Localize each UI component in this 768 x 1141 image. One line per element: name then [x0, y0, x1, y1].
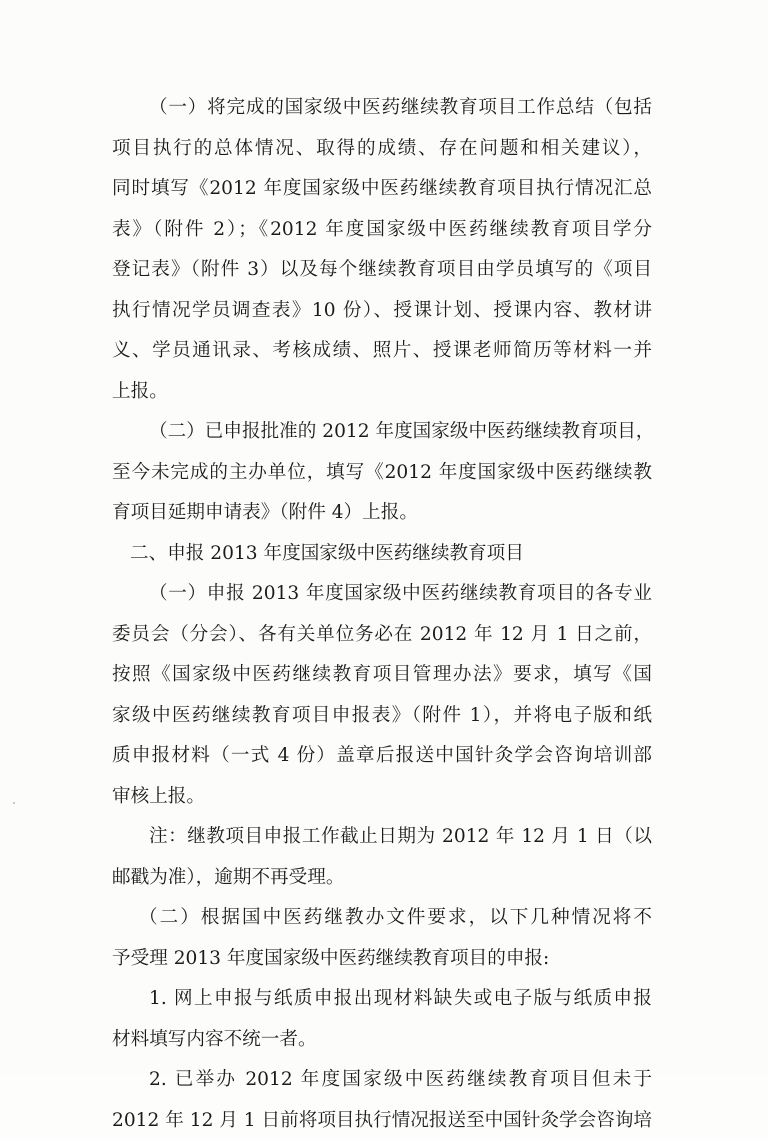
- list-item-line: 1. 网上申报与纸质申报出现材料缺失或电子版与纸质申报: [112, 979, 652, 1020]
- paragraph-line: 登记表》（附件 3）以及每个继续教育项目由学员填写的《项目: [112, 250, 652, 291]
- paragraph-line: 表》（附件 2）；《2012 年度国家级中医药继续教育项目学分: [112, 210, 652, 251]
- paragraph-line: 同时填写《2012 年度国家级中医药继续教育项目执行情况汇总: [112, 169, 652, 210]
- paragraph-line: （二）根据国中医药继教办文件要求，以下几种情况将不: [112, 898, 652, 939]
- paragraph-line: 至今未完成的主办单位，填写《2012 年度国家级中医药继续教: [112, 453, 652, 494]
- paragraph-line: 委员会（分会）、各有关单位务必在 2012 年 12 月 1 日之前，: [112, 615, 652, 656]
- section-heading: 二、申报 2013 年度国家级中医药继续教育项目: [112, 534, 652, 575]
- note-line: 注：继教项目申报工作截止日期为 2012 年 12 月 1 日（以: [112, 817, 652, 858]
- list-item-line: 2. 已举办 2012 年度国家级中医药继续教育项目但未于: [112, 1060, 652, 1101]
- paragraph-line: 按照《国家级中医药继续教育项目管理办法》要求，填写《国: [112, 655, 652, 696]
- paragraph-line: （二）已申报批准的 2012 年度国家级中医药继续教育项目，: [112, 412, 652, 453]
- paragraph-line: （一）申报 2013 年度国家级中医药继续教育项目的各专业: [112, 574, 652, 615]
- paragraph-line: 项目执行的总体情况、取得的成绩、存在问题和相关建议），: [112, 129, 652, 170]
- list-item-line: 材料填写内容不统一者。: [112, 1020, 652, 1061]
- scan-speck: [13, 802, 15, 804]
- paragraph-line: 育项目延期申请表》（附件 4）上报。: [112, 493, 652, 534]
- list-item-line: 2012 年 12 月 1 日前将项目执行情况报送至中国针灸学会咨询培: [112, 1101, 652, 1141]
- paragraph-line: （一）将完成的国家级中医药继续教育项目工作总结（包括: [112, 88, 652, 129]
- paragraph-line: 执行情况学员调查表》10 份）、授课计划、授课内容、教材讲: [112, 291, 652, 332]
- paragraph-line: 上报。: [112, 372, 652, 413]
- paragraph-line: 质申报材料（一式 4 份）盖章后报送中国针灸学会咨询培训部: [112, 736, 652, 777]
- paragraph-line: 义、学员通讯录、考核成绩、照片、授课老师简历等材料一并: [112, 331, 652, 372]
- document-body: [112, 88, 652, 1141]
- paragraph-line: 予受理 2013 年度国家级中医药继续教育项目的申报:: [112, 939, 652, 980]
- paragraph-line: 审核上报。: [112, 777, 652, 818]
- paragraph-line: 家级中医药继续教育项目申报表》（附件 1），并将电子版和纸: [112, 696, 652, 737]
- note-line: 邮戳为准），逾期不再受理。: [112, 858, 652, 899]
